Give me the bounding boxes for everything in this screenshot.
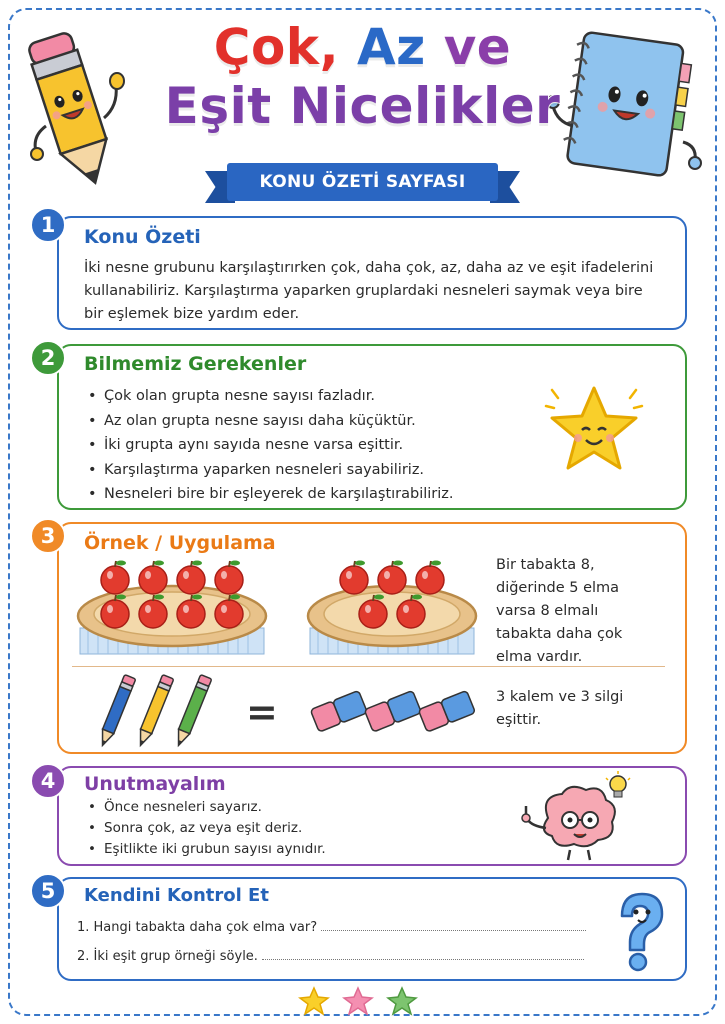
list-item: • Karşılaştırma yaparken nesneleri sayabiliriz. <box>86 458 536 483</box>
title-word-az: Az <box>356 18 426 76</box>
section-3-number-badge: 3 <box>30 518 66 554</box>
list-item: • Çok olan grupta nesne sayısı fazladır. <box>86 384 536 409</box>
page-title <box>150 18 575 136</box>
pencil-icon <box>97 675 136 748</box>
eraser-icon <box>418 690 475 732</box>
title-word-ve: ve <box>443 18 512 76</box>
apple-icon <box>215 561 243 595</box>
section-2-number-badge: 2 <box>30 340 66 376</box>
apples-comparison-text: Bir tabakta 8, diğerinde 5 elma varsa 8 elmalı tabakta daha çok elma vardır. <box>496 557 623 665</box>
section-3-divider <box>72 666 665 667</box>
eraser-icon <box>310 690 367 732</box>
list-item: • Önce nesneleri sayarız. <box>86 797 486 818</box>
section-1-number-badge: 1 <box>30 207 66 243</box>
section-4-number-badge: 4 <box>30 763 66 799</box>
pencil-mascot-icon <box>18 26 133 196</box>
green-star-icon <box>388 988 416 1014</box>
question-2-text: 2. İki eşit grup örneği söyle. <box>77 949 258 964</box>
section-4-title: Unutmayalım <box>84 773 226 795</box>
section-3-title: Örnek / Uygulama <box>84 532 276 554</box>
erasers-group <box>305 680 475 746</box>
list-item: • Az olan grupta nesne sayısı daha küçüktür. <box>86 409 536 434</box>
yellow-star-icon <box>300 988 328 1014</box>
section-2-title: Bilmemiz Gerekenler <box>84 353 307 375</box>
list-item: • Sonra çok, az veya eşit deriz. <box>86 818 486 839</box>
section-5-title: Kendini Kontrol Et <box>84 885 269 906</box>
section-1-title: Konu Özeti <box>84 226 201 248</box>
question-2-row <box>77 948 584 964</box>
ribbon-text: KONU ÖZETİ SAYFASI <box>259 172 466 192</box>
star-icon <box>538 380 650 480</box>
pink-star-icon <box>344 988 372 1014</box>
apple-icon <box>101 561 129 595</box>
section-2-list <box>86 384 536 507</box>
pencils-group <box>90 674 220 750</box>
apple-icon <box>177 561 205 595</box>
question-2-answer-line[interactable] <box>262 948 584 960</box>
section-4-list <box>86 797 486 860</box>
equal-sign: = <box>246 690 278 734</box>
subtitle-ribbon <box>205 163 520 205</box>
apple-icon <box>416 561 444 595</box>
eraser-icon <box>364 690 421 732</box>
section-1-text: İki nesne grubunu karşılaştırırken çok, daha çok, az, daha az ve eşit ifadelerini kullanabiliriz. Karşılaştırma yaparken gruplardaki nesneleri saymak veya bire bir eşlemek bize yardım eder. <box>84 260 654 322</box>
list-item: • Nesneleri bire bir eşleyerek de karşılaştırabiliriz. <box>86 482 536 507</box>
question-1-answer-line[interactable] <box>321 919 586 931</box>
brain-icon <box>518 770 638 864</box>
list-item: • İki grupta aynı sayıda nesne varsa eşittir. <box>86 433 536 458</box>
ribbon-body <box>227 163 498 201</box>
pencil-icon <box>135 675 174 748</box>
question-1-row <box>77 919 586 935</box>
plate-eight-apples <box>72 558 272 658</box>
pencil-icon <box>173 675 212 748</box>
apple-icon <box>340 561 368 595</box>
title-word-cok: Çok, <box>213 18 340 76</box>
title-line-2: Eşit Nicelikler <box>164 77 561 135</box>
apple-icon <box>139 561 167 595</box>
plate-five-apples <box>302 558 482 658</box>
question-mark-icon <box>610 888 670 972</box>
apple-icon <box>378 561 406 595</box>
question-1-text: 1. Hangi tabakta daha çok elma var? <box>77 920 318 935</box>
list-item: • Eşitlikte iki grubun sayısı aynıdır. <box>86 839 486 860</box>
section-5-number-badge: 5 <box>30 873 66 909</box>
pencils-erasers-text: 3 kalem ve 3 silgi eşittir. <box>496 689 624 728</box>
footer-stars <box>298 986 428 1016</box>
